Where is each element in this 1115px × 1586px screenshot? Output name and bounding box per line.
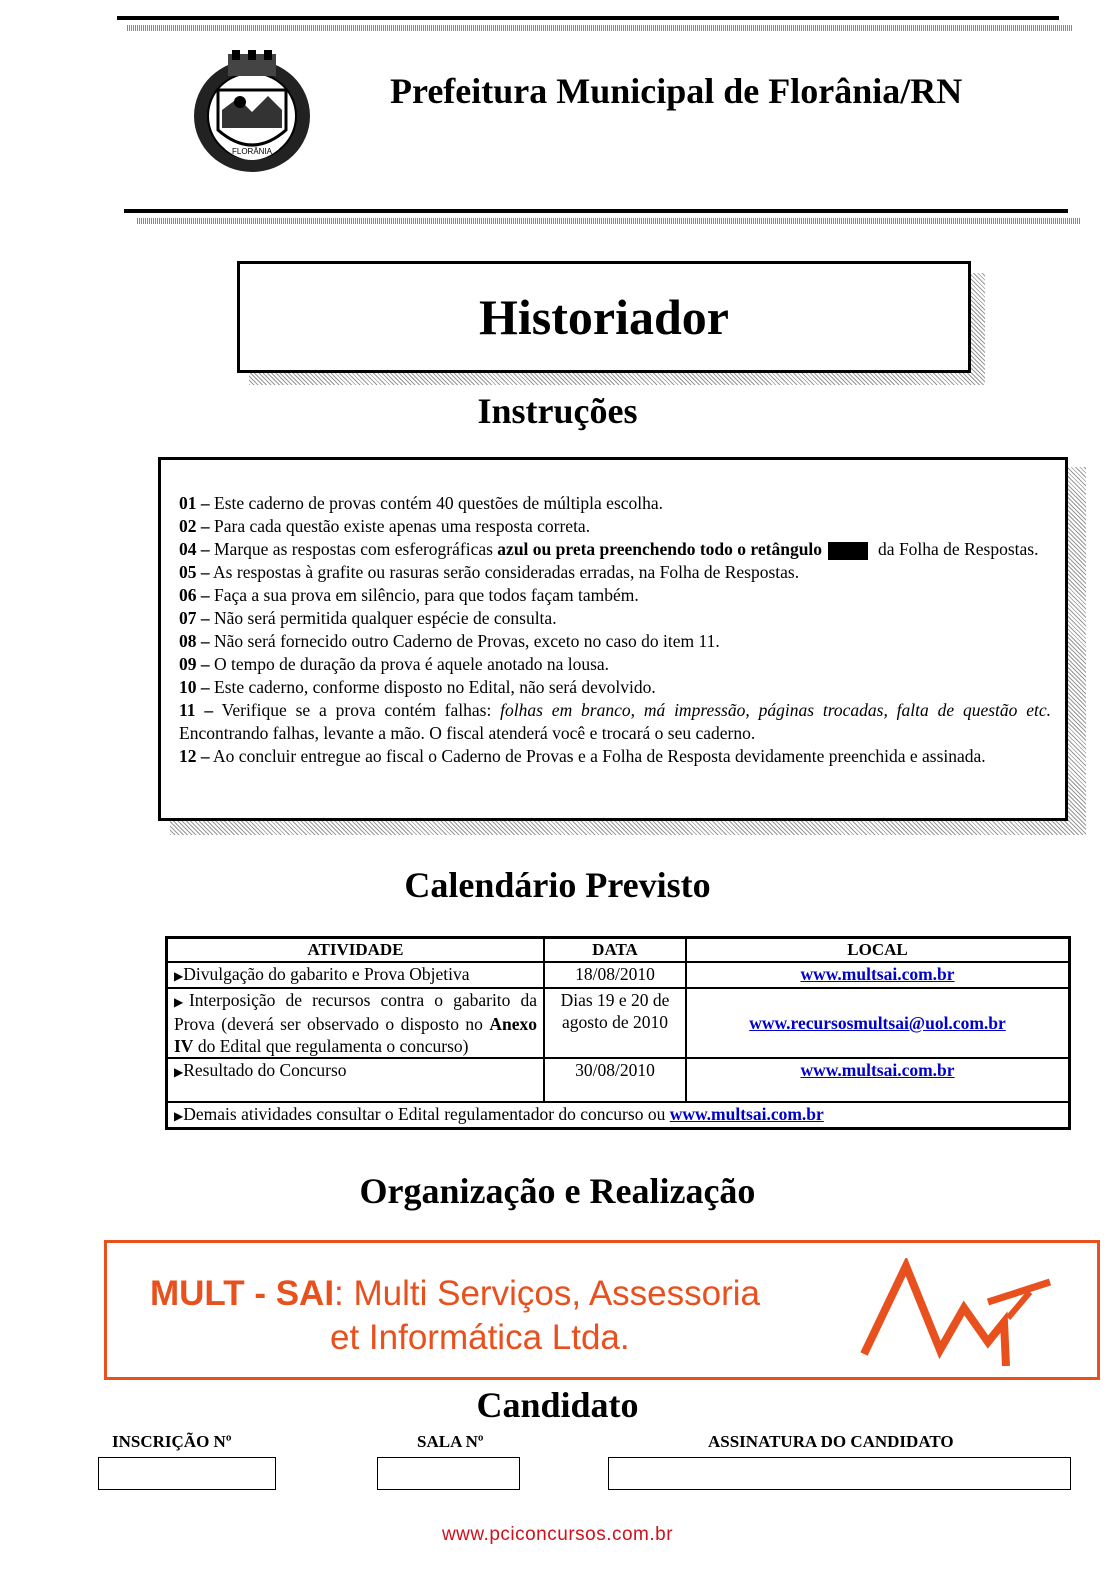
date-cell: 18/08/2010	[544, 962, 686, 988]
instruction-item: 06 – Faça a sua prova em silêncio, para que todos façam também.	[179, 585, 639, 605]
mult-sai-logo-icon	[858, 1258, 1058, 1366]
calendar-table	[165, 936, 1071, 1130]
date-cell: 30/08/2010	[544, 1058, 686, 1102]
instruction-item: 07 – Não será permitida qualquer espécie de consulta.	[179, 608, 557, 628]
organization-title: Organização e Realização	[359, 1171, 756, 1211]
header-top-rule	[117, 16, 1059, 20]
date-cell: Dias 19 e 20 de agosto de 2010	[544, 988, 686, 1058]
arrow-right-icon: ▶	[174, 969, 184, 983]
page-title: Prefeitura Municipal de Florânia/RN	[390, 71, 963, 111]
local-link[interactable]: www.recursosmultsai@uol.com.br	[749, 1013, 1006, 1033]
instruction-item: 04 – Marque as respostas com esferográficas azul ou preta preenchendo todo o retângulo da Folha de Respostas.	[179, 539, 1039, 559]
local-cell	[686, 988, 1070, 1058]
instruction-item: 05 – As respostas à grafite ou rasuras serão consideradas erradas, na Folha de Respostas.	[179, 562, 800, 582]
role-box	[237, 261, 971, 373]
instruction-item: 12 – Ao concluir entregue ao fiscal o Caderno de Provas e a Folha de Resposta devidamente preenchida e assinada.	[179, 746, 986, 766]
organization-name: MULT - SAI: Multi Serviços, Assessoria	[150, 1274, 761, 1313]
footer-link[interactable]: www.multsai.com.br	[669, 1104, 824, 1124]
sala-label: SALA Nº	[417, 1432, 484, 1451]
municipal-seal-icon	[188, 50, 316, 175]
arrow-right-icon: ▶	[174, 1109, 184, 1123]
table-row	[167, 962, 1070, 988]
arrow-right-icon: ▶	[174, 1065, 184, 1079]
instruction-item: 10 – Este caderno, conforme disposto no Edital, não será devolvido.	[179, 677, 656, 697]
header-top-hatch	[127, 25, 1072, 31]
calendar-title: Calendário Previsto	[404, 865, 711, 905]
role-title: Historiador	[479, 289, 729, 345]
arrow-right-icon: ▶	[174, 995, 189, 1009]
activity-cell: ▶Resultado do Concurso	[167, 1058, 545, 1102]
seal-text: FLORÂNIA	[231, 147, 273, 156]
header-bottom-hatch	[137, 218, 1081, 224]
local-link[interactable]: www.multsai.com.br	[800, 964, 955, 984]
instruction-item: 02 – Para cada questão existe apenas uma resposta correta.	[179, 516, 591, 536]
footer-cell: ▶Demais atividades consultar o Edital regulamentador do concurso ou www.multsai.com.br	[167, 1102, 1070, 1129]
footer-url[interactable]: www.pciconcursos.com.br	[441, 1524, 674, 1545]
inscricao-field[interactable]	[98, 1457, 276, 1490]
instruction-item: 01 – Este caderno de provas contém 40 questões de múltipla escolha.	[179, 493, 664, 513]
column-header: ATIVIDADE	[167, 938, 545, 963]
instruction-item: 11 – Verifique se a prova contém falhas: folhas em branco, má impressão, páginas trocadas, falta de questão etc. Encontrando falhas, levante a mão. O fiscal atenderá você e trocará o seu caderno.	[179, 700, 1051, 743]
local-link[interactable]: www.multsai.com.br	[800, 1060, 955, 1080]
local-cell	[686, 962, 1070, 988]
table-row	[167, 1058, 1070, 1102]
filled-rectangle-icon	[828, 542, 868, 560]
header-bottom-rule	[124, 209, 1068, 213]
instructions-title: Instruções	[477, 391, 638, 431]
activity-cell: ▶Interposição de recursos contra o gabarito da Prova (deverá ser observado o disposto no Anexo IV do Edital que regulamenta o concurso)	[167, 988, 545, 1058]
sala-field[interactable]	[377, 1457, 520, 1490]
inscricao-label: INSCRIÇÃO Nº	[112, 1432, 232, 1451]
column-header: LOCAL	[686, 938, 1070, 963]
local-cell	[686, 1058, 1070, 1102]
table-row	[167, 988, 1070, 1058]
organization-name-line2: et Informática Ltda.	[330, 1318, 630, 1357]
assinatura-label: ASSINATURA DO CANDIDATO	[708, 1432, 954, 1451]
activity-cell: ▶Divulgação do gabarito e Prova Objetiva	[167, 962, 545, 988]
assinatura-field[interactable]	[608, 1457, 1071, 1490]
column-header: DATA	[544, 938, 686, 963]
instruction-item: 08 – Não será fornecido outro Caderno de Provas, exceto no caso do item 11.	[179, 631, 720, 651]
instruction-item: 09 – O tempo de duração da prova é aquele anotado na lousa.	[179, 654, 610, 674]
candidate-title: Candidato	[476, 1385, 639, 1425]
table-header-row	[167, 938, 1070, 963]
instructions-box	[158, 457, 1068, 821]
table-footer-row	[167, 1102, 1070, 1129]
